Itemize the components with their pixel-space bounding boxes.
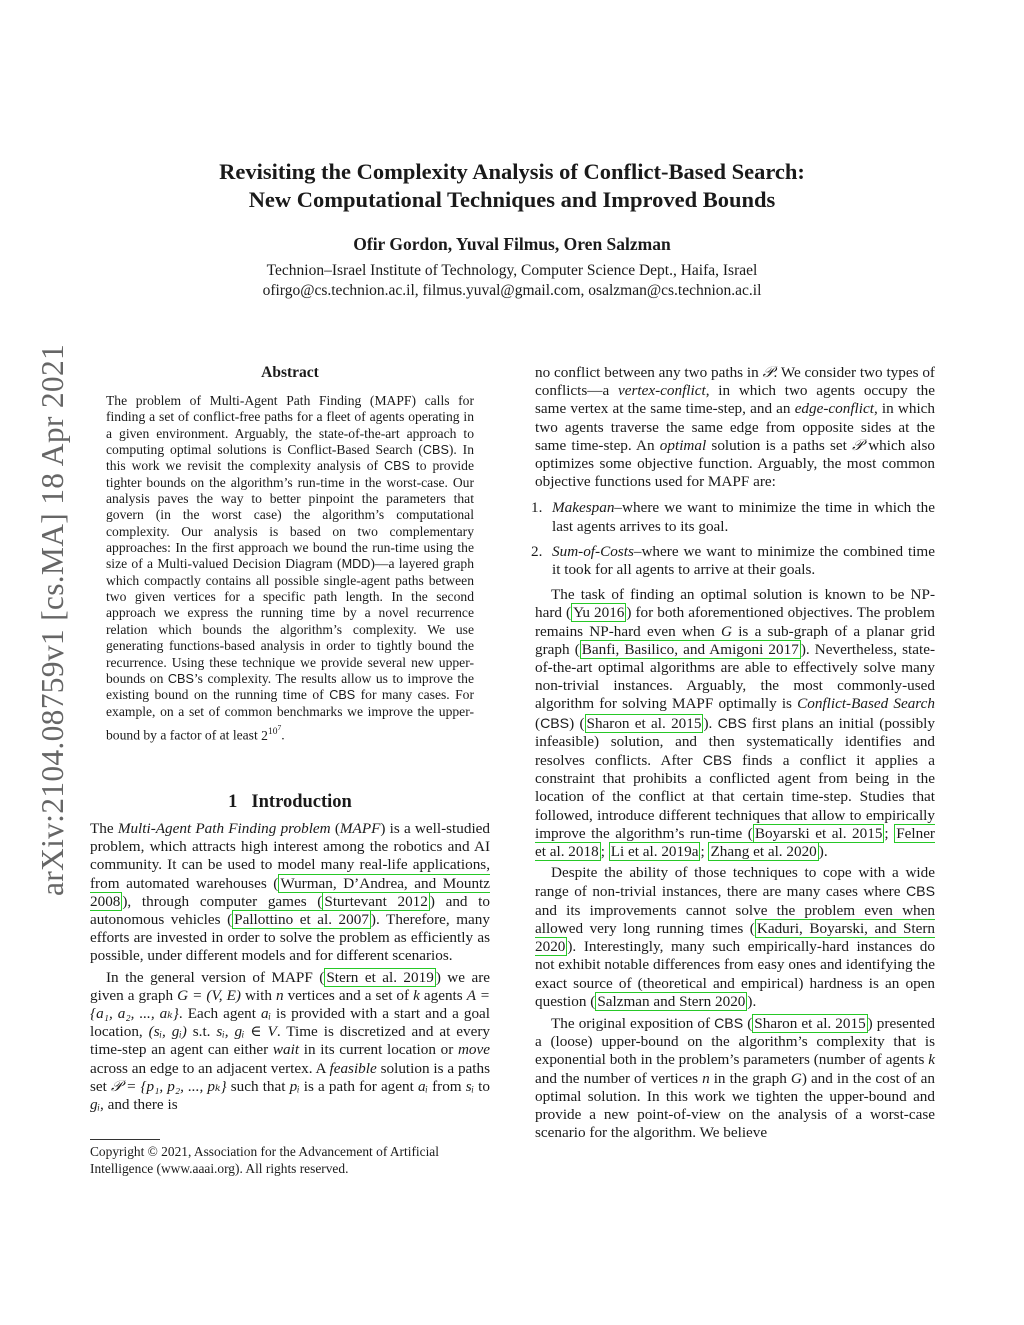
left-column [90,820,490,1114]
abstract-heading: Abstract [261,364,319,381]
citation-link[interactable]: Sharon et al. 2015 [754,1014,866,1032]
footnote-line-2: Intelligence (www.aaai.org). All rights reserved. [90,1160,349,1176]
citation-link[interactable]: Zhang et al. 2020 [710,843,817,861]
affiliation: Technion–Israel Institute of Technology, Computer Science Dept., Haifa, Israel [266,262,758,279]
section-heading-introduction [90,792,490,813]
author-emails: ofirgo@cs.technion.ac.il, filmus.yuval@gmail.com, osalzman@cs.technion.ac.il [262,282,762,299]
section-title: Introduction [251,792,352,812]
copyright-footnote [90,1144,490,1177]
cbs-term: CBS [905,883,935,900]
cbs-term: CBS [167,671,194,686]
arxiv-sidebar [18,250,88,990]
citation-link[interactable]: Felner et al. 2018 [535,824,935,861]
cbs-term: CBS [717,714,747,731]
cbs-term: CBS [422,443,449,458]
paper-title [140,158,884,214]
citation-link[interactable]: Li et al. 2019a [610,843,699,861]
objective-list [531,499,935,579]
citation-link[interactable]: Yu 2016 [573,604,625,622]
upper-bound-paragraph: The original exposition of CBS ( Sharon et al. 2015 ) presented a (loose) upper-bound on the algorithm’s complexity that is exponential both in the problem’s parameters (number of agents k and the number of vertices n in the graph G) and in the cost of an optimal solution. In this work we tighten the upper-bound and provide a new point-of-view on the analysis of a worst-case scenario for the algorithm. We believe [535,1014,936,1142]
cbs-term: CBS [540,714,570,731]
citation-link[interactable]: Stern et al. 2019 [326,968,434,986]
cbs-term: CBS [702,752,732,769]
improvement-factor: $2^{10^7}$ [261,722,282,743]
nphard-paragraph: The task of finding an optimal solution is known to be NP-hard ( Yu 2016 ) for both aforementioned objectives. The problem remains NP-hard even when G is a sub-graph of a planar grid graph ( Banfi, Basilico, and Amigoni 2017 ). Nevertheless, state-of-the-art optimal algorithms are able to effectively solve many non-trivial instances. Arguably, the most commonly-used algorithm for solving MAPF optimally is Conflict-Based Search (CBS) ( Sharon et al. 2015 ). CBS first plans an initial (possibly infeasible) solution, and then systematically identifies and resolves conflicts. After CBS finds a conflict it applies a constraint that prohibits a conflicted agent from being in the location of the conflict at that certain time-step. Studies that followed, introduce different techniques that allow to empirically improve the algorithm’s run-time ( Boyarski et al. 2015 ; Felner et al. 2018 ; Li et al. 2019a ; Zhang et al. 2020 ). [535,586,936,861]
abstract-text: The problem of Multi-Agent Path Finding (MAPF) calls for finding a set of conflict-free paths for a fleet of agents operating in a given environment. Arguably, the state-of-the-art approach to computing optimal solutions is Conflict-Based Search (CBS). In this work we revisit the complexity analysis of CBS to provide tighter bounds on the algorithm’s run-time in the worst-case. Our analysis paves the way to better pinpoint the parameters that govern (in the worst case) the algorithm’s computational complexity. Our analysis is based on two complementary approaches: In the first approach we bound the run-time using the size of a Multi-valued Decision Diagram (MDD)—a layered graph which compactly contains all possible single-agent paths between two given vertices for a specific path length. In the second approach we express the running time by a novel recurrence relation which bounds the algorithm’s complexity. We use generating functions-based analysis in order to tightly bound the recurrence. Using these technique we provide several new upper-bounds on CBS’s complexity. The results allow us to improve the existing bound on the running time of CBS for many cases. For example, on a set of common benchmarks we improve the upper-bound by a factor of at least $2^{10^7}$. [106,393,475,743]
title-line-1: Revisiting the Complexity Analysis of Conflict-Based Search: [219,159,805,184]
cbs-term: CBS [714,1014,744,1031]
hardness-paragraph: Despite the ability of those techniques to cope with a wide range of non-trivial instances, there are many cases where CBS and its improvements cannot solve the problem even when allowed very long running times ( Kaduri, Boyarski, and Stern 2020 ). Interestingly, many such empirically-hard instances do not exhibit notable differences from easy ones and identifying the exact source of (theoretical and empirical) hardness is an open question ( Salzman and Stern 2020 ). [535,864,935,1010]
intro-paragraph-1: The Multi-Agent Path Finding problem (MAPF) is a well-studied problem, which attracts high interest among the robotics and AI community. It can be used to model many real-life applications, from automated warehouses ( Wurman, D’Andrea, and Mountz 2008 ), through computer games ( Sturtevant 2012 ) and to autonomous vehicles ( Pallottino et al. 2007 ). Therefore, many efforts are invested in order to solve the problem as efficiently as possible, under different models and for different scenarios. [90,820,491,965]
citation-link[interactable]: Salzman and Stern 2020 [597,992,746,1010]
author-list: Ofir Gordon, Yuval Filmus, Oren Salzman [353,234,671,254]
citation-link[interactable]: Banfi, Basilico, and Amigoni 2017 [581,640,799,658]
footnote-rule [90,1139,160,1140]
cbs-term: CBS [384,459,410,474]
mdd-term: MDD [341,557,371,572]
citation-link[interactable]: Boyarski et al. 2015 [754,824,883,842]
conflict-paragraph: no conflict between any two paths in 𝒫. We consider two types of conflicts—a vertex-conflict, in which two agents occupy the same vertex at the same time-step, and an edge-conflict, in which two agents traverse the same edge from opposite sides at the same time-step. An optimal solution is a paths set 𝒫 which also optimizes some objective function. Arguably, the most common objective functions used for MAPF are: [535,364,936,491]
citation-link[interactable]: Wurman, D’Andrea, and Mountz 2008 [90,874,491,910]
affiliation-block [140,261,884,301]
section-number: 1 [228,792,238,812]
citation-link[interactable]: Sharon et al. 2015 [586,714,702,732]
list-item: 1. Makespan–where we want to minimize the time in which the last agents arrives to its goal. [531,499,935,535]
citation-link[interactable]: Sturtevant 2012 [324,892,428,910]
citation-link[interactable]: Kaduri, Boyarski, and Stern 2020 [535,919,935,956]
footnote-line-1: Copyright © 2021, Association for the Advancement of Artificial [90,1144,439,1159]
citation-link[interactable]: Pallottino et al. 2007 [234,911,369,929]
right-column [531,364,936,1142]
intro-paragraph-2: In the general version of MAPF ( Stern et al. 2019 ) we are given a graph G = (V, E) with n vertices and a set of k agents A = {a₁, a₂, ..., aₖ}. Each agent aᵢ is provided with a start and a goal location, (sᵢ, gᵢ) s.t. sᵢ, gᵢ ∈ V. Time is discretized and at every time-step an agent can either wait in its current location or move across an edge to an adjacent vertex. A feasible solution is a paths set 𝒫 = {p₁, p₂, ..., pₖ} such that pᵢ is a path for agent aᵢ from sᵢ to gᵢ, and there is [90,968,491,1114]
title-line-2: New Computational Techniques and Improved Bounds [248,187,776,212]
arxiv-identifier: arXiv:2104.08759v1 [cs.MA] 18 Apr 2021 [35,343,71,897]
cbs-term: CBS [329,688,356,703]
list-item: 2. Sum-of-Costs–where we want to minimize the combined time it took for all agents to arrive at their goals. [531,542,935,579]
